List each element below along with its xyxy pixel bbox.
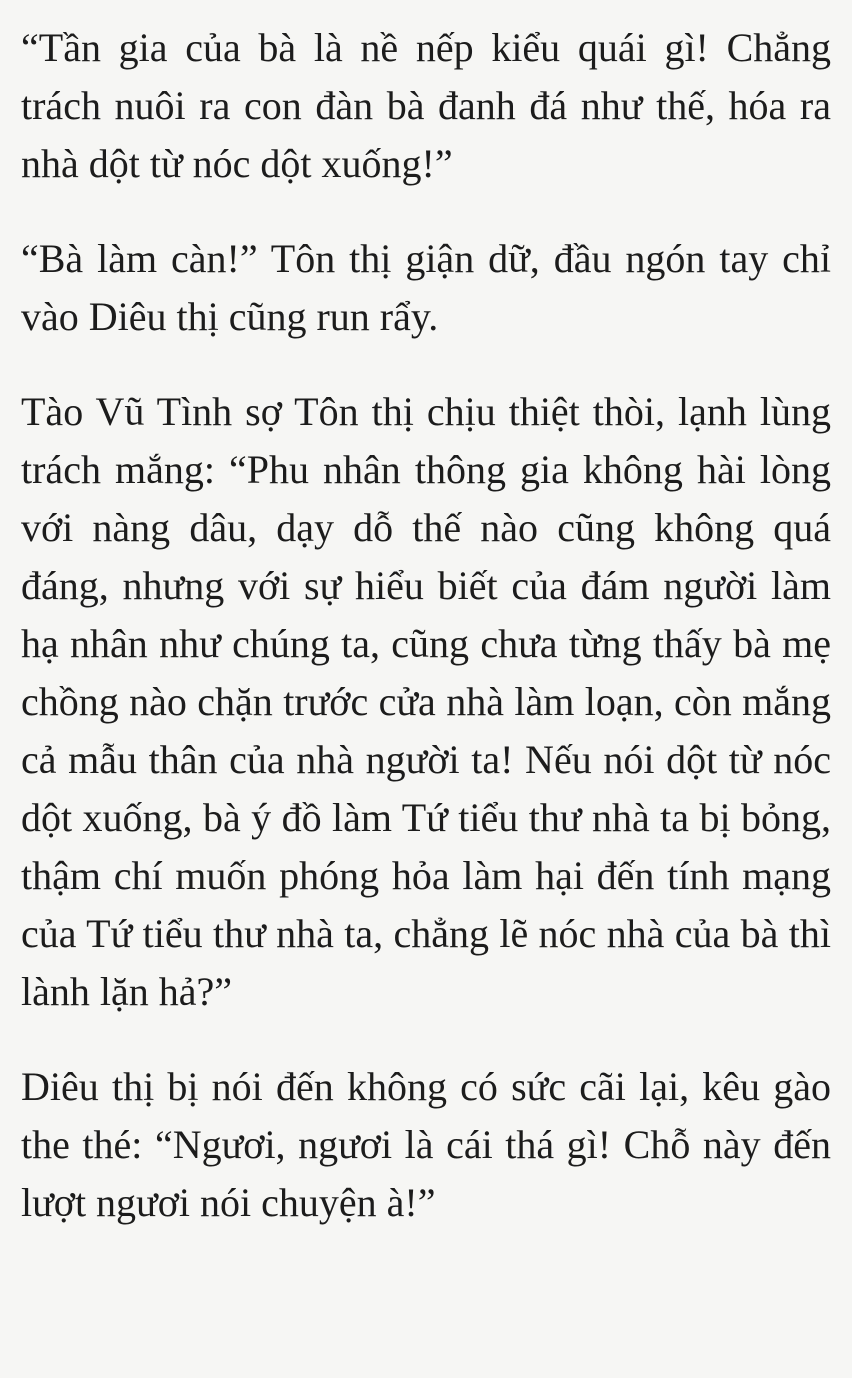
paragraph: Diêu thị bị nói đến không có sức cãi lại, kêu gào the thé: “Ngươi, ngươi là cái thá gì! Chỗ này đến lượt ngươi nói chuyện à!”: [21, 1064, 831, 1225]
paragraph: Tào Vũ Tình sợ Tôn thị chịu thiệt thòi, lạnh lùng trách mắng: “Phu nhân thông gia không hài lòng với nàng dâu, dạy dỗ thế nào cũng không quá đáng, nhưng với sự hiểu biết của đám người làm hạ nhân như chúng ta, cũng chưa từng thấy bà mẹ chồng nào chặn trước cửa nhà làm loạn, còn mắng cả mẫu thân của nhà người ta! Nếu nói dột từ nóc dột xuống, bà ý đồ làm Tứ tiểu thư nhà ta bị bỏng, thậm chí muốn phóng hỏa làm hại đến tính mạng của Tứ tiểu thư nhà ta, chẳng lẽ nóc nhà của bà thì lành lặn hả?”: [21, 389, 831, 1014]
paragraph: “Tần gia của bà là nề nếp kiểu quái gì! Chẳng trách nuôi ra con đàn bà đanh đá như thế, hóa ra nhà dột từ nóc dột xuống!”: [21, 25, 831, 186]
paragraph: “Bà làm càn!” Tôn thị giận dữ, đầu ngón tay chỉ vào Diêu thị cũng run rẩy.: [21, 236, 831, 339]
